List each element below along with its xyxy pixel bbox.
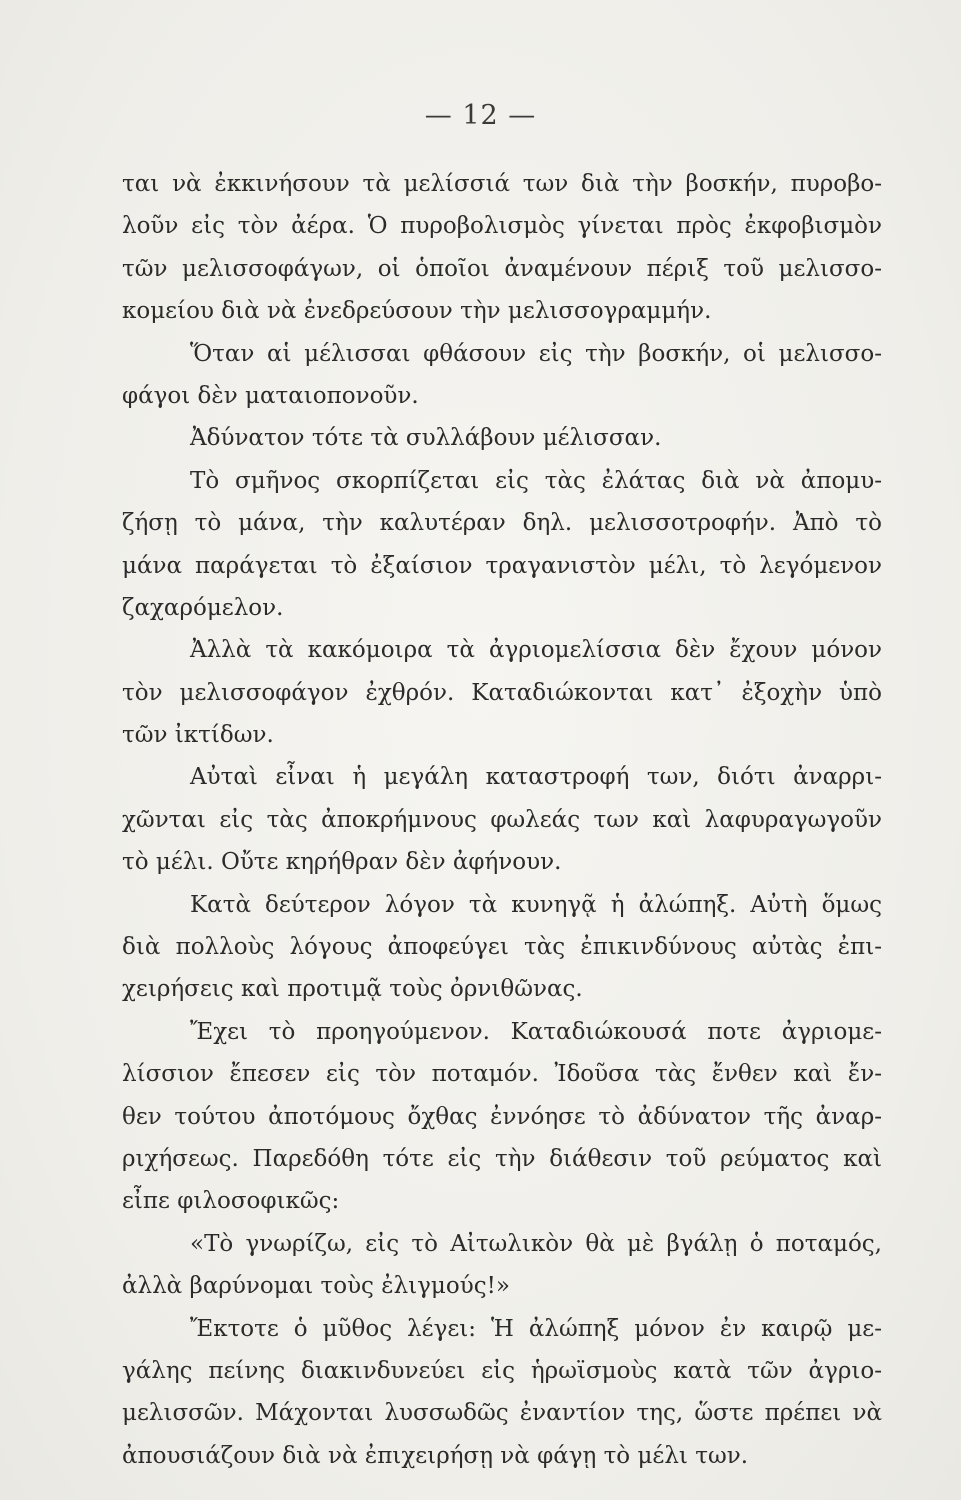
text-line: μελισσῶν. Μάχονται λυσσωδῶς ἐναντίον της, ὥστε πρέπει νὰ <box>122 1400 882 1427</box>
text-line: τῶν μελισσοφάγων, οἱ ὁποῖοι ἀναμένουν πέριξ τοῦ μελισσο- <box>122 255 882 282</box>
text-line: τῶν ἰκτίδων. <box>122 722 274 749</box>
text-line: Ἔχει τὸ προηγούμενον. Καταδιώκουσά ποτε ἀγριομε- <box>190 1018 882 1045</box>
text-line: τὸ μέλι. Οὔτε κηρήθραν δὲν ἀφήνουν. <box>122 849 562 876</box>
text-line: Ἀδύνατον τότε τὰ συλλάβουν μέλισσαν. <box>190 425 662 452</box>
text-line: φάγοι δὲν ματαιοπονοῦν. <box>122 382 419 409</box>
text-line: Αὐταὶ εἶναι ἡ μεγάλη καταστροφή των, διότι ἀναρρι- <box>190 764 882 791</box>
text-line: τὸν μελισσοφάγον ἐχθρόν. Καταδιώκονται κατ᾽ ἐξοχὴν ὑπὸ <box>122 679 882 706</box>
text-line: ται νὰ ἐκκινήσουν τὰ μελίσσιά των διὰ τὴν βοσκήν, πυροβο- <box>122 171 882 197</box>
text-line: ζαχαρόμελον. <box>122 594 284 621</box>
text-line: Τὸ σμῆνος σκορπίζεται εἰς τὰς ἐλάτας διὰ νὰ ἀπομυ- <box>190 467 882 494</box>
text-line: εἶπε φιλοσοφικῶς: <box>122 1188 340 1215</box>
text-line: ριχήσεως. Παρεδόθη τότε εἰς τὴν διάθεσιν τοῦ ρεύματος καὶ <box>122 1145 882 1172</box>
text-line: χῶνται εἰς τὰς ἀποκρήμνους φωλεάς των καὶ λαφυραγωγοῦν <box>122 806 882 833</box>
text-line: θεν τούτου ἀποτόμους ὄχθας ἐννόησε τὸ ἀδύνατον τῆς ἀναρ- <box>122 1103 882 1130</box>
text-line: λοῦν εἰς τὸν ἀέρα. Ὁ πυροβολισμὸς γίνεται πρὸς ἐκφοβισμὸν <box>122 213 882 240</box>
body-text <box>122 163 882 1477</box>
text-line: λίσσιον ἔπεσεν εἰς τὸν ποταμόν. Ἰδοῦσα τὰς ἔνθεν καὶ ἔν- <box>122 1061 882 1088</box>
text-line: Ἔκτοτε ὁ μῦθος λέγει: Ἡ ἀλώπηξ μόνον ἐν καιρῷ με- <box>190 1315 882 1342</box>
text-line: διὰ πολλοὺς λόγους ἀποφεύγει τὰς ἐπικινδύνους αὐτὰς ἐπι- <box>122 934 882 961</box>
text-line: Ἀλλὰ τὰ κακόμοιρα τὰ ἀγριομελίσσια δὲν ἔχουν μόνον <box>190 637 882 664</box>
text-line: χειρήσεις καὶ προτιμᾷ τοὺς ὀρνιθῶνας. <box>122 976 583 1003</box>
text-line: ἀπουσιάζουν διὰ νὰ ἐπιχειρήσῃ νὰ φάγῃ τὸ μέλι των. <box>122 1442 749 1469</box>
text-line: μάνα παράγεται τὸ ἐξαίσιον τραγανιστὸν μέλι, τὸ λεγόμενον <box>122 552 882 579</box>
text-line: ἀλλὰ βαρύνομαι τοὺς ἐλιγμούς!» <box>122 1273 510 1300</box>
text-line: «Τὸ γνωρίζω, εἰς τὸ Αἰτωλικὸν θὰ μὲ βγάλῃ ὁ ποταμός, <box>190 1230 882 1257</box>
text-line: γάλης πείνης διακινδυνεύει εἰς ἡρωϊσμοὺς κατὰ τῶν ἀγριο- <box>122 1357 882 1384</box>
text-line: κομείου διὰ νὰ ἐνεδρεύσουν τὴν μελισσογραμμήν. <box>122 298 712 325</box>
text-line: ζήσῃ τὸ μάνα, τὴν καλυτέραν δηλ. μελισσοτροφήν. Ἀπὸ τὸ <box>122 510 882 537</box>
text-line: Ὅταν αἱ μέλισσαι φθάσουν εἰς τὴν βοσκήν, οἱ μελισσο- <box>190 340 882 367</box>
page-number: — 12 — <box>424 100 537 131</box>
text-line: Κατὰ δεύτερον λόγον τὰ κυνηγᾷ ἡ ἀλώπηξ. Αὐτὴ ὅμως <box>190 891 882 918</box>
